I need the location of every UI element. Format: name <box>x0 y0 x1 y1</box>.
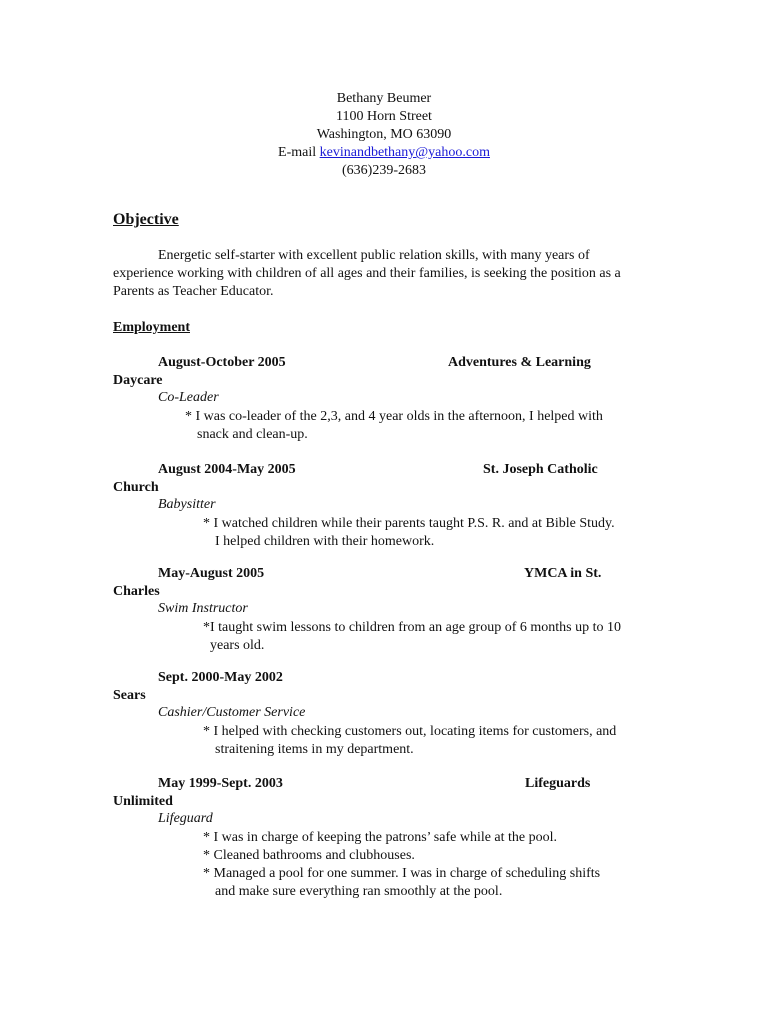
employer-name-part2: Sears <box>113 688 146 703</box>
employer-name-part1: St. Joseph Catholic <box>483 462 598 477</box>
job-dates: August-October 2005 <box>158 355 286 370</box>
job-dates: May-August 2005 <box>158 566 265 581</box>
job-dates: August 2004-May 2005 <box>158 462 296 477</box>
job-duty-line: * I helped with checking customers out, locating items for customers, and <box>203 724 617 739</box>
job-dates: Sept. 2000-May 2002 <box>158 670 283 685</box>
job-dates: May 1999-Sept. 2003 <box>158 776 283 791</box>
employer-name-part1: YMCA in St. <box>524 566 602 581</box>
employer-name-part2: Charles <box>113 584 160 599</box>
employer-name-part2: Unlimited <box>113 794 173 809</box>
objective-heading: Objective <box>113 211 179 228</box>
employment-heading: Employment <box>113 320 190 335</box>
job-title: Swim Instructor <box>158 601 248 616</box>
job-duty-line: * I watched children while their parents taught P.S. R. and at Bible Study. <box>203 516 615 531</box>
email-label: E-mail <box>278 145 317 160</box>
job-duty-line: * I was in charge of keeping the patrons’ safe while at the pool. <box>203 830 558 845</box>
job-title: Cashier/Customer Service <box>158 705 306 720</box>
job-duty-line: * Cleaned bathrooms and clubhouses. <box>203 848 415 863</box>
job-title: Lifeguard <box>158 811 213 826</box>
job-duty-line: * I was co-leader of the 2,3, and 4 year olds in the afternoon, I helped with <box>185 409 603 424</box>
street-address: 1100 Horn Street <box>336 109 432 124</box>
job-duty-line: *I taught swim lessons to children from an age group of 6 months up to 10 <box>203 620 621 635</box>
job-duty-line: I helped children with their homework. <box>215 534 435 549</box>
contact-header <box>0 90 768 180</box>
employer-name-part1: Adventures & Learning <box>448 355 591 370</box>
job-duty-line: straitening items in my department. <box>215 742 414 757</box>
email-line <box>0 144 768 162</box>
job-duty-line: and make sure everything ran smoothly at the pool. <box>215 884 503 899</box>
employer-name-part2: Daycare <box>113 373 163 388</box>
job-duty-line: years old. <box>210 638 265 653</box>
city-state-zip: Washington, MO 63090 <box>316 127 452 142</box>
phone-number: (636)239-2683 <box>342 163 426 178</box>
employer-name-part2: Church <box>113 480 159 495</box>
employer-name-part1: Lifeguards <box>525 776 591 791</box>
job-duty-line: * Managed a pool for one summer. I was in charge of scheduling shifts <box>203 866 601 881</box>
objective-text: Energetic self-starter with excellent public relation skills, with many years of experience working with children of all ages and their families, is seeking the position as a Parents as Teacher Educator. <box>113 248 621 299</box>
applicant-name: Bethany Beumer <box>336 91 432 106</box>
job-title: Babysitter <box>158 497 216 512</box>
job-title: Co-Leader <box>158 390 219 405</box>
email-link[interactable]: kevinandbethany@yahoo.com <box>319 145 490 160</box>
job-duty-line: snack and clean-up. <box>197 427 308 442</box>
